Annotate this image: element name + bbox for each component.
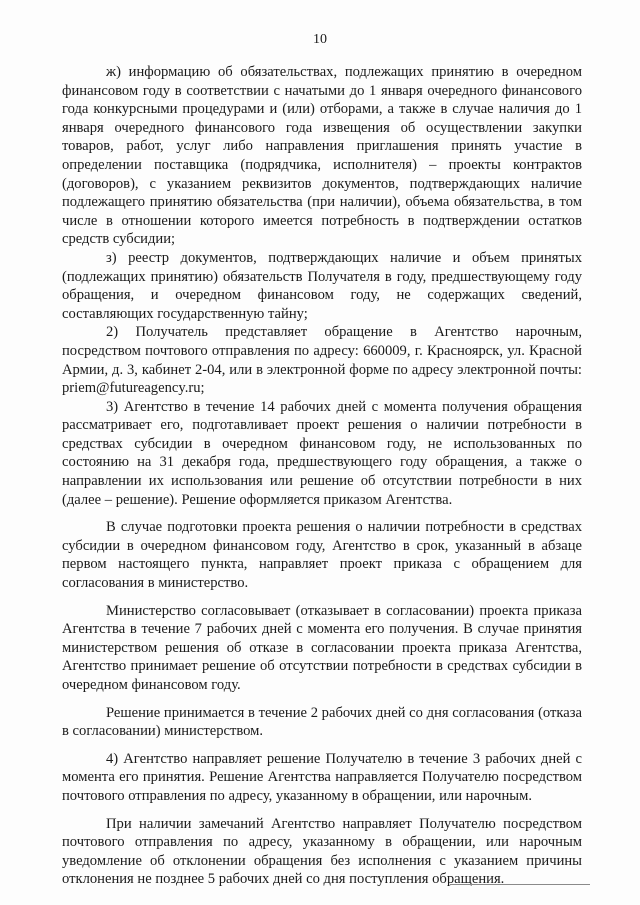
page-number: 10 <box>313 32 327 47</box>
paragraph-2-submission: 2) Получатель представляет обращение в Агентство нарочным, посредством почтового отправления по адресу: 660009, г. Красноярск, ул. Красной Армии, д. 3, кабинет 2-04, или в электронной форме по адресу электронной почты: priem@futureagency.ru; <box>62 324 582 397</box>
paragraph-rejection-notice: При наличии замечаний Агентство направляет Получателю посредством почтового отправления по адресу, указанному в обращении, или нарочным уведомление об отклонении обращения без исполнения с указанием причины отклонения не позднее 5 рабочих дней со дня поступления обращения. <box>62 815 582 888</box>
paragraph-3-review: 3) Агентство в течение 14 рабочих дней с момента получения обращения рассматривает его, подготавливает проект решения о наличии потребности в средствах субсидии в очередном финансовом году, не использованных по состоянию на 31 декабря года, предшествующего году обращения, а также о направлении их использования или решение об отсутствии потребности в них (далее – решение). Решение оформляется приказом Агентства. <box>62 398 582 508</box>
paragraph-decision-term: Решение принимается в течение 2 рабочих дней со дня согласования (отказа в согласовании) министерством. <box>62 704 582 740</box>
document-body <box>62 63 582 889</box>
footer-divider <box>450 884 590 885</box>
paragraph-zh-obligations-info: ж) информацию об обязательствах, подлежащих принятию в очередном финансовом году в соответствии с начатыми до 1 января очередного финансового года конкурсными процедурами и (или) отборами, а также в случае наличия до 1 января очередного финансового года извещения об осуществлении закупки товаров, работ, услуг либо направления приглашения принять участие в определении поставщика (подрядчика, исполнителя) – проекты контрактов (договоров), с указанием реквизитов документов, подтверждающих наличие подлежащего принятию обязательства (при наличии), объема обязательства, в том числе в отношении которого имеется потребность в подтверждении остатков средств субсидии; <box>62 64 582 248</box>
paragraph-ministry-approval: Министерство согласовывает (отказывает в согласовании) проекта приказа Агентства в течение 7 рабочих дней с момента его получения. В случае принятия министерством решения об отказе в согласовании проекта приказа Агентства, Агентство принимает решение об отсутствии потребности в средствах субсидии в очередном финансовом году. <box>62 602 582 693</box>
paragraph-draft-order: В случае подготовки проекта решения о наличии потребности в средствах субсидии в очередном финансовом году, Агентство в срок, указанный в абзаце первом настоящего пункта, направляет проект приказа с обращением для согласования в министерство. <box>62 519 582 592</box>
paragraph-4-notification: 4) Агентство направляет решение Получателю в течение 3 рабочих дней с момента его принятия. Решение Агентства направляется Получателю посредством почтового отправления по адресу, указанному в обращении, или нарочным. <box>62 750 582 804</box>
paragraph-z-documents-registry: з) реестр документов, подтверждающих наличие и объем принятых (подлежащих принятию) обязательств Получателя в году, предшествующему году обращения, и очередном финансовом году, не содержащих сведений, составляющих государственную тайну; <box>62 249 582 322</box>
